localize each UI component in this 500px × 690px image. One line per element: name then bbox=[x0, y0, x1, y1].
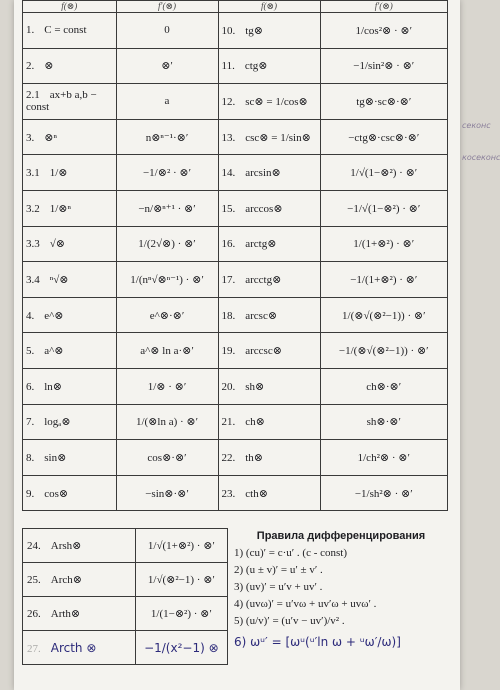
derivative-cell bbox=[116, 262, 218, 298]
table-row bbox=[23, 190, 448, 226]
derivative-cell bbox=[320, 404, 448, 440]
function-cell bbox=[23, 226, 117, 262]
function-cell bbox=[23, 119, 117, 155]
table-row bbox=[23, 475, 448, 511]
derivative-cell bbox=[116, 368, 218, 404]
table-header-row bbox=[23, 1, 448, 13]
row-number: 1. bbox=[26, 24, 35, 37]
table-row bbox=[23, 48, 448, 84]
row-number: 3.2 bbox=[26, 202, 40, 215]
derivative-cell bbox=[116, 440, 218, 476]
derivative-expression: sh⊗·⊗′ bbox=[366, 416, 401, 429]
hyperbolic-inverse-table bbox=[22, 528, 228, 665]
derivative-cell bbox=[135, 529, 227, 563]
row-number: 10. bbox=[221, 24, 236, 37]
function-cell bbox=[218, 475, 320, 511]
derivative-expression: n⊗ⁿ⁻¹·⊗′ bbox=[145, 131, 189, 144]
function-cell bbox=[218, 84, 320, 120]
derivative-cell bbox=[116, 48, 218, 84]
derivative-cell bbox=[116, 226, 218, 262]
derivative-expression: a^⊗ ln a·⊗′ bbox=[140, 345, 194, 358]
derivative-expression: −1/(1+⊗²) · ⊗′ bbox=[350, 273, 418, 286]
header-cell: f(⊗) bbox=[23, 1, 117, 13]
lower-table-body bbox=[23, 529, 228, 665]
function-cell bbox=[218, 297, 320, 333]
function-expression: arcsc⊗ bbox=[245, 309, 278, 322]
table-row bbox=[23, 226, 448, 262]
derivative-expression: −1/sh²⊗ · ⊗′ bbox=[354, 487, 413, 500]
function-expression: arccsc⊗ bbox=[245, 345, 282, 358]
derivative-expression: −1/(x²−1) ⊗ bbox=[144, 640, 219, 655]
function-expression: cth⊗ bbox=[245, 487, 268, 500]
derivative-cell bbox=[135, 631, 227, 665]
derivative-expression: −1/sin²⊗ · ⊗′ bbox=[353, 60, 415, 73]
row-number: 3.4 bbox=[26, 273, 40, 286]
function-expression: sh⊗ bbox=[245, 380, 265, 393]
function-expression: th⊗ bbox=[245, 451, 264, 464]
derivative-expression: −sin⊗·⊗′ bbox=[145, 487, 189, 500]
derivative-expression: 1/(2√⊗) · ⊗′ bbox=[138, 238, 196, 251]
function-cell bbox=[23, 84, 117, 120]
table-row bbox=[23, 404, 448, 440]
function-cell bbox=[23, 190, 117, 226]
table-row bbox=[23, 333, 448, 369]
row-number: 22. bbox=[221, 451, 236, 464]
derivative-cell bbox=[135, 597, 227, 631]
derivative-cell bbox=[116, 404, 218, 440]
derivative-cell bbox=[320, 13, 448, 49]
row-number: 19. bbox=[221, 345, 236, 358]
row-number: 2.1 bbox=[26, 89, 40, 102]
table-row bbox=[23, 262, 448, 298]
table-row bbox=[23, 84, 448, 120]
derivative-expression: 1/√(⊗²−1) · ⊗′ bbox=[147, 574, 215, 586]
derivative-cell bbox=[320, 297, 448, 333]
function-cell bbox=[218, 404, 320, 440]
function-cell bbox=[23, 297, 117, 333]
margin-note: секонс bbox=[462, 121, 491, 130]
row-number: 7. bbox=[26, 416, 35, 429]
derivative-cell bbox=[320, 333, 448, 369]
function-expression: arcctg⊗ bbox=[245, 273, 282, 286]
derivative-expression: −n/⊗ⁿ⁺¹ · ⊗′ bbox=[138, 202, 196, 215]
lower-table-row bbox=[23, 563, 228, 597]
derivative-expression: 1/⊗ · ⊗′ bbox=[147, 380, 187, 393]
function-cell bbox=[23, 368, 117, 404]
header-cell: f′(⊗) bbox=[320, 1, 448, 13]
lower-table-row bbox=[23, 597, 228, 631]
table-row bbox=[23, 13, 448, 49]
function-cell bbox=[218, 333, 320, 369]
function-expression: arctg⊗ bbox=[245, 238, 277, 251]
row-number: 2. bbox=[26, 60, 35, 73]
derivative-expression: 1/cos²⊗ · ⊗′ bbox=[355, 24, 413, 37]
function-expression: ⁿ√⊗ bbox=[49, 273, 69, 286]
function-expression: csc⊗ = 1/sin⊗ bbox=[245, 131, 311, 144]
row-number: 3. bbox=[26, 131, 35, 144]
function-expression: sc⊗ = 1/cos⊗ bbox=[245, 95, 308, 108]
derivative-cell bbox=[116, 333, 218, 369]
function-cell bbox=[23, 13, 117, 49]
derivative-expression: 1/(nⁿ√⊗ⁿ⁻¹) · ⊗′ bbox=[130, 273, 204, 286]
derivative-expression: a bbox=[164, 95, 170, 108]
derivative-expression: −1/√(1−⊗²) · ⊗′ bbox=[347, 202, 421, 215]
derivatives-table bbox=[22, 0, 448, 511]
rule-item: 5) (u/v)′ = (u′v − uv′)/v² . bbox=[234, 615, 345, 627]
row-number: 20. bbox=[221, 380, 236, 393]
derivative-expression: 1/(⊗√(⊗²−1)) · ⊗′ bbox=[342, 309, 426, 322]
derivative-cell bbox=[320, 262, 448, 298]
derivative-cell bbox=[116, 13, 218, 49]
function-cell bbox=[218, 48, 320, 84]
function-cell bbox=[23, 155, 117, 191]
function-cell bbox=[218, 155, 320, 191]
function-cell bbox=[23, 529, 136, 563]
row-number: 16. bbox=[221, 238, 236, 251]
derivative-expression: ch⊗·⊗′ bbox=[366, 380, 402, 393]
function-expression: logₐ⊗ bbox=[44, 416, 71, 429]
header-cell: f(⊗) bbox=[218, 1, 320, 13]
row-number: 17. bbox=[221, 273, 236, 286]
function-expression: sin⊗ bbox=[44, 451, 67, 464]
function-expression: Arsh⊗ bbox=[50, 540, 82, 552]
derivative-cell bbox=[320, 48, 448, 84]
row-number: 24. bbox=[27, 540, 41, 552]
function-cell bbox=[23, 475, 117, 511]
derivative-expression: e^⊗·⊗′ bbox=[149, 309, 185, 322]
derivative-expression: −1/⊗² · ⊗′ bbox=[142, 167, 192, 180]
derivative-cell bbox=[116, 84, 218, 120]
derivative-expression: 1/(1+⊗²) · ⊗′ bbox=[353, 238, 415, 251]
derivative-cell bbox=[320, 368, 448, 404]
row-number: 5. bbox=[26, 345, 35, 358]
row-number: 14. bbox=[221, 167, 236, 180]
rule-item: 1) (cu)′ = c·u′ . (c - const) bbox=[234, 547, 348, 559]
function-expression: ax+b a,b − const bbox=[26, 89, 97, 114]
rule-item-handwritten: 6) ωᵘ′ = [ωᵘ(ᵘ′ln ω + ᵘω′/ω)] bbox=[234, 635, 401, 649]
function-expression: cos⊗ bbox=[44, 487, 69, 500]
differentiation-rules bbox=[234, 528, 448, 651]
derivative-expression: 1/(1−⊗²) · ⊗′ bbox=[150, 608, 212, 620]
function-expression: arcsin⊗ bbox=[245, 167, 281, 180]
function-cell bbox=[218, 13, 320, 49]
derivative-expression: tg⊗·sc⊗·⊗′ bbox=[356, 95, 412, 108]
derivative-cell bbox=[320, 119, 448, 155]
function-cell bbox=[23, 404, 117, 440]
function-expression: √⊗ bbox=[49, 238, 66, 251]
row-number: 3.3 bbox=[26, 238, 40, 251]
function-cell bbox=[23, 597, 136, 631]
derivative-cell bbox=[135, 563, 227, 597]
derivative-expression: cos⊗·⊗′ bbox=[147, 451, 187, 464]
table-row bbox=[23, 119, 448, 155]
function-cell bbox=[23, 440, 117, 476]
row-number: 13. bbox=[221, 131, 236, 144]
function-cell bbox=[23, 631, 136, 665]
function-expression: ⊗ⁿ bbox=[44, 131, 57, 144]
function-cell bbox=[218, 119, 320, 155]
derivative-cell bbox=[320, 226, 448, 262]
function-expression: a^⊗ bbox=[44, 345, 64, 358]
function-expression: 1/⊗ⁿ bbox=[49, 202, 71, 215]
function-cell bbox=[218, 190, 320, 226]
row-number: 15. bbox=[221, 202, 236, 215]
function-expression: Arcth ⊗ bbox=[50, 640, 97, 655]
table-row bbox=[23, 368, 448, 404]
row-number: 21. bbox=[221, 416, 236, 429]
function-expression: Arth⊗ bbox=[50, 608, 81, 620]
function-expression: 1/⊗ bbox=[49, 167, 68, 180]
derivative-cell bbox=[320, 84, 448, 120]
function-expression: ⊗ bbox=[44, 60, 54, 73]
row-number: 11. bbox=[221, 60, 235, 73]
function-expression: ctg⊗ bbox=[244, 60, 268, 73]
row-number: 25. bbox=[27, 574, 41, 586]
row-number: 3.1 bbox=[26, 167, 40, 180]
derivative-expression: −1/(⊗√(⊗²−1)) · ⊗′ bbox=[338, 345, 429, 358]
table-row bbox=[23, 440, 448, 476]
derivative-expression: 0 bbox=[164, 24, 170, 37]
table-row bbox=[23, 297, 448, 333]
lower-table-row bbox=[23, 631, 228, 665]
function-expression: C = const bbox=[44, 24, 87, 37]
table-row bbox=[23, 155, 448, 191]
derivative-cell bbox=[116, 190, 218, 226]
table-body bbox=[23, 13, 448, 511]
function-cell bbox=[218, 440, 320, 476]
row-number: 18. bbox=[221, 309, 236, 322]
row-number: 8. bbox=[26, 451, 35, 464]
row-number: 4. bbox=[26, 309, 35, 322]
margin-note: косеконс bbox=[462, 153, 500, 162]
function-expression: e^⊗ bbox=[44, 309, 64, 322]
lower-section bbox=[22, 528, 448, 690]
derivative-cell bbox=[116, 475, 218, 511]
function-expression: arccos⊗ bbox=[245, 202, 283, 215]
function-cell bbox=[23, 333, 117, 369]
function-expression: ln⊗ bbox=[44, 380, 63, 393]
function-expression: Arch⊗ bbox=[50, 574, 82, 586]
derivative-expression: 1/√(1+⊗²) · ⊗′ bbox=[147, 540, 215, 552]
row-number: 23. bbox=[221, 487, 236, 500]
function-cell bbox=[218, 262, 320, 298]
function-cell bbox=[23, 262, 117, 298]
row-number: 27. bbox=[27, 642, 41, 655]
derivative-cell bbox=[320, 475, 448, 511]
derivative-cell bbox=[116, 155, 218, 191]
row-number: 12. bbox=[221, 95, 236, 108]
function-cell bbox=[23, 563, 136, 597]
derivative-expression: 1/(⊗ln a) · ⊗′ bbox=[135, 416, 199, 429]
derivative-cell bbox=[116, 119, 218, 155]
function-expression: ch⊗ bbox=[245, 416, 265, 429]
rule-item: 3) (uv)′ = u′v + uv′ . bbox=[234, 581, 323, 593]
derivative-cell bbox=[320, 190, 448, 226]
row-number: 26. bbox=[27, 608, 41, 620]
function-cell bbox=[23, 48, 117, 84]
derivative-expression: −ctg⊗·csc⊗·⊗′ bbox=[348, 131, 420, 144]
rules-title: Правила дифференцирования bbox=[256, 530, 426, 542]
rule-item: 2) (u ± v)′ = u′ ± v′ . bbox=[234, 564, 323, 576]
derivative-expression: 1/√(1−⊗²) · ⊗′ bbox=[350, 167, 418, 180]
function-cell bbox=[218, 368, 320, 404]
derivative-expression: 1/ch²⊗ · ⊗′ bbox=[357, 451, 410, 464]
rule-item: 4) (uvω)′ = u′vω + uv′ω + uvω′ . bbox=[234, 598, 377, 610]
derivative-cell bbox=[320, 155, 448, 191]
lower-table-row bbox=[23, 529, 228, 563]
derivative-expression: ⊗′ bbox=[161, 60, 173, 73]
row-number: 6. bbox=[26, 380, 35, 393]
function-expression: tg⊗ bbox=[245, 24, 264, 37]
function-cell bbox=[218, 226, 320, 262]
row-number: 9. bbox=[26, 487, 35, 500]
header-cell: f′(⊗) bbox=[116, 1, 218, 13]
derivative-cell bbox=[116, 297, 218, 333]
derivative-cell bbox=[320, 440, 448, 476]
